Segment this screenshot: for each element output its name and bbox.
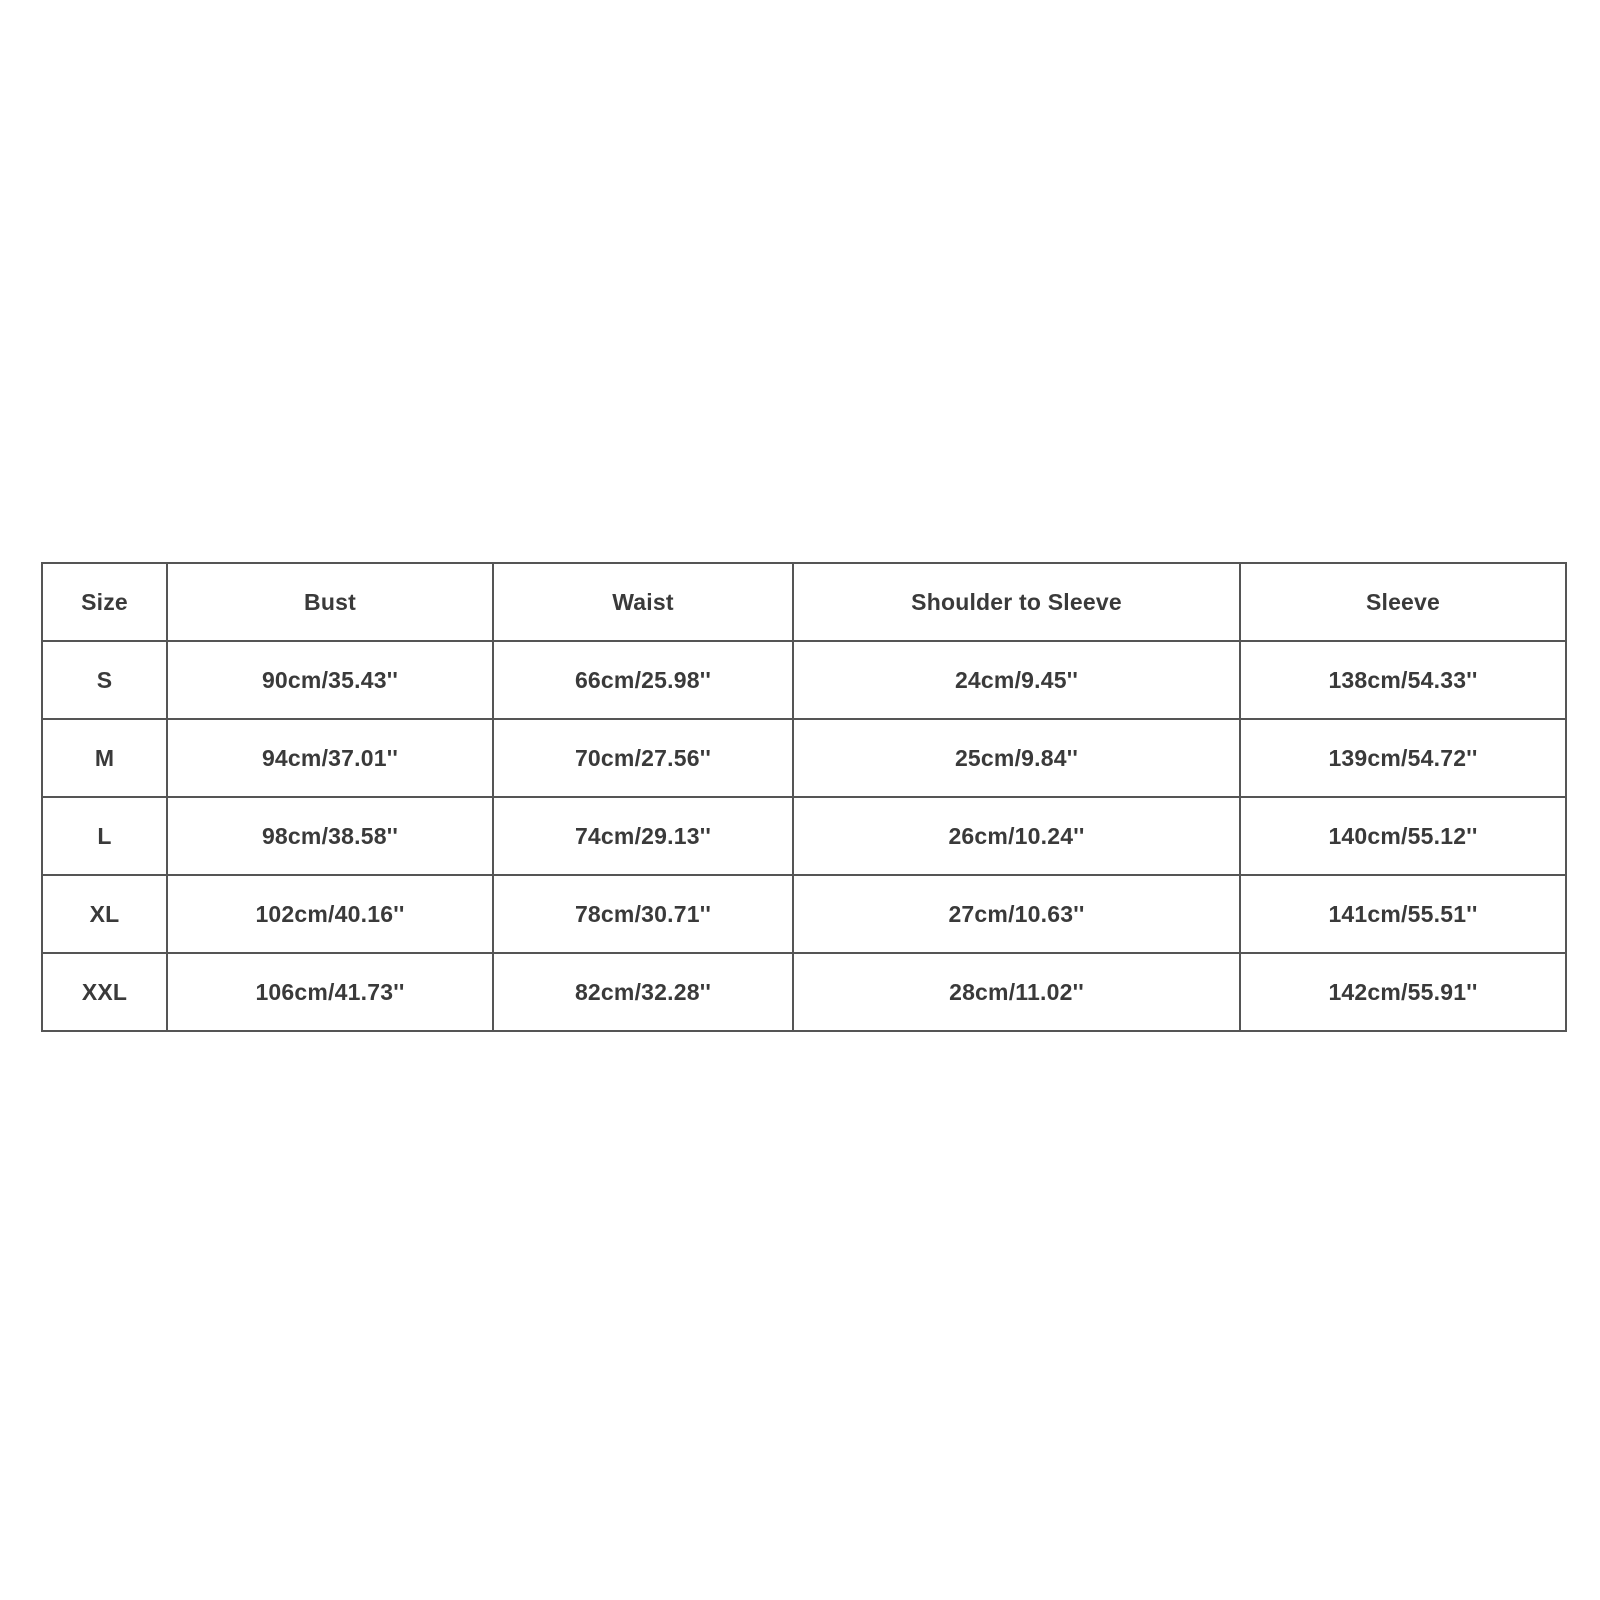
waist-cell: 78cm/30.71''	[493, 875, 793, 953]
size-cell: M	[42, 719, 167, 797]
sleeve-cell: 140cm/55.12''	[1240, 797, 1566, 875]
size-cell: XXL	[42, 953, 167, 1031]
header-waist: Waist	[493, 563, 793, 641]
shoulder-to-sleeve-cell: 26cm/10.24''	[793, 797, 1240, 875]
bust-cell: 90cm/35.43''	[167, 641, 493, 719]
size-cell: L	[42, 797, 167, 875]
table-row	[42, 719, 1566, 797]
shoulder-to-sleeve-cell: 27cm/10.63''	[793, 875, 1240, 953]
header-size: Size	[42, 563, 167, 641]
waist-cell: 66cm/25.98''	[493, 641, 793, 719]
size-cell: XL	[42, 875, 167, 953]
bust-cell: 98cm/38.58''	[167, 797, 493, 875]
sleeve-cell: 138cm/54.33''	[1240, 641, 1566, 719]
bust-cell: 94cm/37.01''	[167, 719, 493, 797]
sleeve-cell: 142cm/55.91''	[1240, 953, 1566, 1031]
table-header-row	[42, 563, 1566, 641]
table-row	[42, 875, 1566, 953]
table-row	[42, 953, 1566, 1031]
waist-cell: 82cm/32.28''	[493, 953, 793, 1031]
size-cell: S	[42, 641, 167, 719]
waist-cell: 70cm/27.56''	[493, 719, 793, 797]
table-row	[42, 641, 1566, 719]
sleeve-cell: 141cm/55.51''	[1240, 875, 1566, 953]
size-chart-table	[41, 562, 1567, 1032]
shoulder-to-sleeve-cell: 28cm/11.02''	[793, 953, 1240, 1031]
table-row	[42, 797, 1566, 875]
shoulder-to-sleeve-cell: 25cm/9.84''	[793, 719, 1240, 797]
waist-cell: 74cm/29.13''	[493, 797, 793, 875]
header-sleeve: Sleeve	[1240, 563, 1566, 641]
header-shoulder-to-sleeve: Shoulder to Sleeve	[793, 563, 1240, 641]
bust-cell: 102cm/40.16''	[167, 875, 493, 953]
header-bust: Bust	[167, 563, 493, 641]
shoulder-to-sleeve-cell: 24cm/9.45''	[793, 641, 1240, 719]
sleeve-cell: 139cm/54.72''	[1240, 719, 1566, 797]
bust-cell: 106cm/41.73''	[167, 953, 493, 1031]
